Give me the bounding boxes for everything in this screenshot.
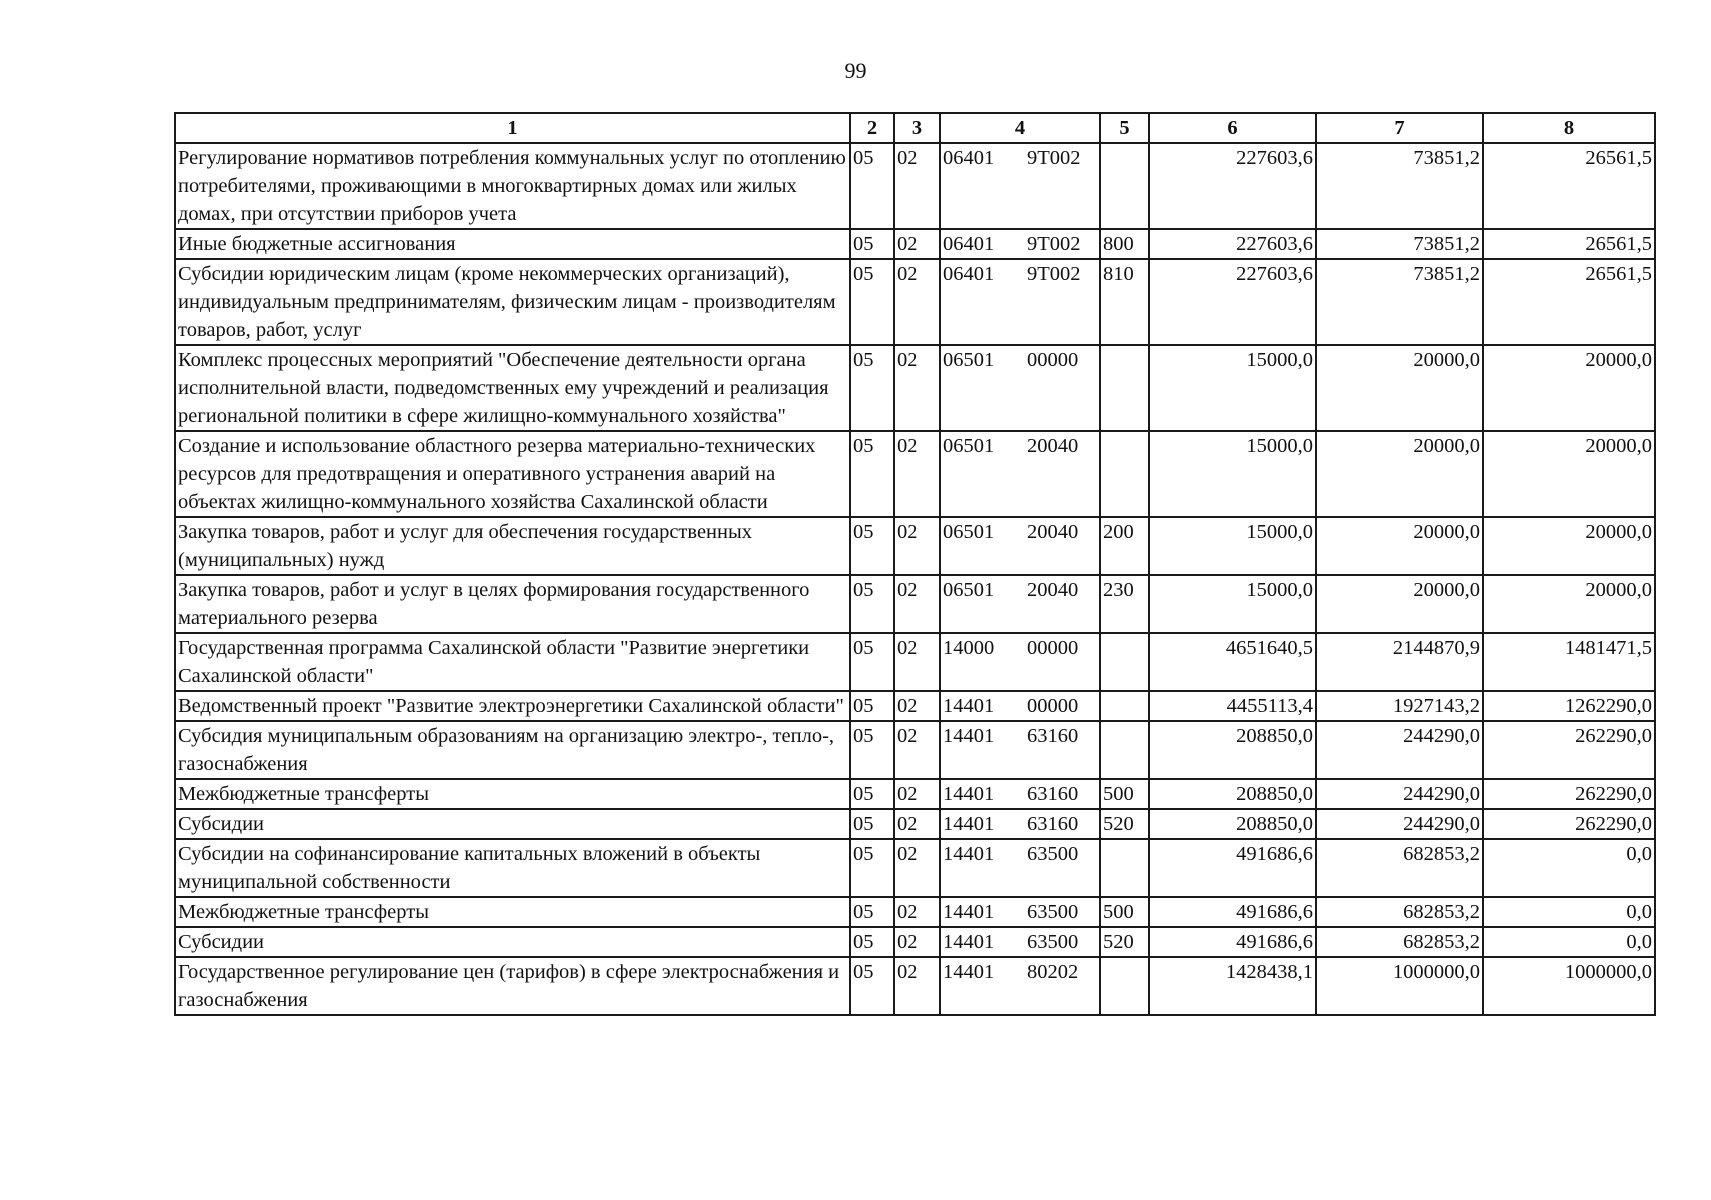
amount-col-6-cell: 4455113,4 bbox=[1149, 691, 1316, 721]
subsection-code-cell: 02 bbox=[894, 517, 940, 575]
amount-col-8-cell: 26561,5 bbox=[1483, 259, 1655, 345]
target-article-direction: 63160 bbox=[1027, 725, 1079, 747]
amount-col-6-cell: 491686,6 bbox=[1149, 897, 1316, 927]
amount-col-7-cell: 73851,2 bbox=[1316, 229, 1483, 259]
target-article-direction: 63500 bbox=[1027, 931, 1079, 953]
amount-col-7-cell: 244290,0 bbox=[1316, 779, 1483, 809]
expense-type-cell bbox=[1100, 431, 1149, 517]
amount-col-7-cell: 1000000,0 bbox=[1316, 957, 1483, 1015]
amount-col-6-cell: 227603,6 bbox=[1149, 229, 1316, 259]
amount-col-8-cell: 262290,0 bbox=[1483, 779, 1655, 809]
expense-type-cell: 800 bbox=[1100, 229, 1149, 259]
expense-type-cell: 520 bbox=[1100, 927, 1149, 957]
header-col-1: 1 bbox=[175, 113, 850, 143]
amount-col-8-cell: 0,0 bbox=[1483, 839, 1655, 897]
amount-col-8-cell: 0,0 bbox=[1483, 927, 1655, 957]
target-article-cell bbox=[940, 809, 1100, 839]
target-article-program: 14401 bbox=[943, 813, 995, 835]
amount-col-6-cell: 491686,6 bbox=[1149, 927, 1316, 957]
target-article-direction: 9Т002 bbox=[1027, 263, 1081, 285]
subsection-code-cell: 02 bbox=[894, 345, 940, 431]
section-code-cell: 05 bbox=[850, 721, 894, 779]
target-article-program: 14401 bbox=[943, 843, 995, 865]
section-code-cell: 05 bbox=[850, 691, 894, 721]
table-row bbox=[175, 633, 1655, 691]
target-article-direction: 00000 bbox=[1027, 695, 1079, 717]
expense-type-cell bbox=[1100, 721, 1149, 779]
target-article-cell bbox=[940, 229, 1100, 259]
expense-type-cell bbox=[1100, 957, 1149, 1015]
section-code-cell: 05 bbox=[850, 143, 894, 229]
amount-col-6-cell: 15000,0 bbox=[1149, 517, 1316, 575]
section-code-cell: 05 bbox=[850, 839, 894, 897]
table-row bbox=[175, 809, 1655, 839]
amount-col-7-cell: 20000,0 bbox=[1316, 345, 1483, 431]
table-row bbox=[175, 897, 1655, 927]
subsection-code-cell: 02 bbox=[894, 897, 940, 927]
target-article-program: 14401 bbox=[943, 725, 995, 747]
row-name-cell: Межбюджетные трансферты bbox=[175, 897, 850, 927]
target-article-program: 06501 bbox=[943, 349, 995, 371]
target-article-cell bbox=[940, 259, 1100, 345]
subsection-code-cell: 02 bbox=[894, 927, 940, 957]
table-row bbox=[175, 927, 1655, 957]
target-article-direction: 20040 bbox=[1027, 435, 1079, 457]
table-row bbox=[175, 259, 1655, 345]
expense-type-cell bbox=[1100, 143, 1149, 229]
subsection-code-cell: 02 bbox=[894, 633, 940, 691]
table-row bbox=[175, 957, 1655, 1015]
table-row bbox=[175, 345, 1655, 431]
target-article-direction: 20040 bbox=[1027, 579, 1079, 601]
subsection-code-cell: 02 bbox=[894, 575, 940, 633]
target-article-program: 06501 bbox=[943, 435, 995, 457]
target-article-cell bbox=[940, 839, 1100, 897]
amount-col-7-cell: 20000,0 bbox=[1316, 575, 1483, 633]
row-name-cell: Государственное регулирование цен (тарифов) в сфере электроснабжения и газоснабжения bbox=[175, 957, 850, 1015]
amount-col-8-cell: 20000,0 bbox=[1483, 575, 1655, 633]
target-article-cell bbox=[940, 345, 1100, 431]
amount-col-8-cell: 20000,0 bbox=[1483, 345, 1655, 431]
target-article-program: 14401 bbox=[943, 901, 995, 923]
target-article-direction: 63160 bbox=[1027, 813, 1079, 835]
target-article-program: 14401 bbox=[943, 783, 995, 805]
target-article-direction: 9Т002 bbox=[1027, 233, 1081, 255]
section-code-cell: 05 bbox=[850, 897, 894, 927]
row-name-cell: Ведомственный проект "Развитие электроэнергетики Сахалинской области" bbox=[175, 691, 850, 721]
amount-col-7-cell: 2144870,9 bbox=[1316, 633, 1483, 691]
amount-col-7-cell: 20000,0 bbox=[1316, 517, 1483, 575]
amount-col-6-cell: 208850,0 bbox=[1149, 809, 1316, 839]
row-name-cell: Государственная программа Сахалинской области "Развитие энергетики Сахалинской области" bbox=[175, 633, 850, 691]
target-article-cell bbox=[940, 927, 1100, 957]
expense-type-cell bbox=[1100, 691, 1149, 721]
target-article-direction: 80202 bbox=[1027, 961, 1079, 983]
subsection-code-cell: 02 bbox=[894, 431, 940, 517]
row-name-cell: Иные бюджетные ассигнования bbox=[175, 229, 850, 259]
section-code-cell: 05 bbox=[850, 809, 894, 839]
target-article-direction: 63500 bbox=[1027, 901, 1079, 923]
target-article-direction: 00000 bbox=[1027, 349, 1079, 371]
amount-col-6-cell: 1428438,1 bbox=[1149, 957, 1316, 1015]
target-article-program: 06401 bbox=[943, 147, 995, 169]
amount-col-8-cell: 262290,0 bbox=[1483, 809, 1655, 839]
subsection-code-cell: 02 bbox=[894, 809, 940, 839]
amount-col-6-cell: 491686,6 bbox=[1149, 839, 1316, 897]
amount-col-6-cell: 208850,0 bbox=[1149, 779, 1316, 809]
subsection-code-cell: 02 bbox=[894, 691, 940, 721]
expense-type-cell: 500 bbox=[1100, 897, 1149, 927]
subsection-code-cell: 02 bbox=[894, 721, 940, 779]
row-name-cell: Субсидия муниципальным образованиям на организацию электро-, тепло-, газоснабжения bbox=[175, 721, 850, 779]
section-code-cell: 05 bbox=[850, 779, 894, 809]
target-article-program: 06501 bbox=[943, 521, 995, 543]
amount-col-8-cell: 0,0 bbox=[1483, 897, 1655, 927]
table-row bbox=[175, 691, 1655, 721]
target-article-cell bbox=[940, 143, 1100, 229]
header-col-7: 7 bbox=[1316, 113, 1483, 143]
amount-col-6-cell: 15000,0 bbox=[1149, 575, 1316, 633]
row-name-cell: Субсидии юридическим лицам (кроме некоммерческих организаций), индивидуальным предпринимателям, физическим лицам - производителям товаров, работ, услуг bbox=[175, 259, 850, 345]
target-article-program: 14401 bbox=[943, 961, 995, 983]
expense-type-cell bbox=[1100, 839, 1149, 897]
target-article-direction: 63160 bbox=[1027, 783, 1079, 805]
header-col-4: 4 bbox=[940, 113, 1100, 143]
target-article-program: 14401 bbox=[943, 931, 995, 953]
target-article-cell bbox=[940, 897, 1100, 927]
target-article-program: 06401 bbox=[943, 263, 995, 285]
expense-type-cell bbox=[1100, 633, 1149, 691]
amount-col-8-cell: 1481471,5 bbox=[1483, 633, 1655, 691]
expense-type-cell: 520 bbox=[1100, 809, 1149, 839]
target-article-cell bbox=[940, 691, 1100, 721]
target-article-cell bbox=[940, 633, 1100, 691]
expense-type-cell: 230 bbox=[1100, 575, 1149, 633]
amount-col-7-cell: 244290,0 bbox=[1316, 809, 1483, 839]
section-code-cell: 05 bbox=[850, 633, 894, 691]
amount-col-6-cell: 4651640,5 bbox=[1149, 633, 1316, 691]
subsection-code-cell: 02 bbox=[894, 143, 940, 229]
target-article-program: 06401 bbox=[943, 233, 995, 255]
header-col-2: 2 bbox=[850, 113, 894, 143]
table-row bbox=[175, 143, 1655, 229]
target-article-direction: 00000 bbox=[1027, 637, 1079, 659]
subsection-code-cell: 02 bbox=[894, 259, 940, 345]
subsection-code-cell: 02 bbox=[894, 957, 940, 1015]
amount-col-7-cell: 682853,2 bbox=[1316, 897, 1483, 927]
target-article-direction: 9Т002 bbox=[1027, 147, 1081, 169]
target-article-direction: 20040 bbox=[1027, 521, 1079, 543]
table-row bbox=[175, 839, 1655, 897]
header-col-5: 5 bbox=[1100, 113, 1149, 143]
target-article-program: 14401 bbox=[943, 695, 995, 717]
amount-col-7-cell: 73851,2 bbox=[1316, 259, 1483, 345]
amount-col-7-cell: 20000,0 bbox=[1316, 431, 1483, 517]
table-row bbox=[175, 721, 1655, 779]
target-article-cell bbox=[940, 517, 1100, 575]
amount-col-6-cell: 227603,6 bbox=[1149, 143, 1316, 229]
amount-col-8-cell: 262290,0 bbox=[1483, 721, 1655, 779]
row-name-cell: Субсидии на софинансирование капитальных вложений в объекты муниципальной собственности bbox=[175, 839, 850, 897]
section-code-cell: 05 bbox=[850, 259, 894, 345]
table-row bbox=[175, 779, 1655, 809]
row-name-cell: Закупка товаров, работ и услуг в целях формирования государственного материального резерва bbox=[175, 575, 850, 633]
target-article-cell bbox=[940, 575, 1100, 633]
amount-col-6-cell: 15000,0 bbox=[1149, 345, 1316, 431]
subsection-code-cell: 02 bbox=[894, 229, 940, 259]
amount-col-8-cell: 26561,5 bbox=[1483, 143, 1655, 229]
expense-type-cell: 500 bbox=[1100, 779, 1149, 809]
section-code-cell: 05 bbox=[850, 927, 894, 957]
section-code-cell: 05 bbox=[850, 957, 894, 1015]
target-article-program: 06501 bbox=[943, 579, 995, 601]
amount-col-8-cell: 20000,0 bbox=[1483, 517, 1655, 575]
table-body bbox=[175, 143, 1655, 1015]
target-article-cell bbox=[940, 721, 1100, 779]
section-code-cell: 05 bbox=[850, 575, 894, 633]
amount-col-6-cell: 208850,0 bbox=[1149, 721, 1316, 779]
expense-type-cell: 810 bbox=[1100, 259, 1149, 345]
amount-col-6-cell: 227603,6 bbox=[1149, 259, 1316, 345]
amount-col-6-cell: 15000,0 bbox=[1149, 431, 1316, 517]
amount-col-7-cell: 682853,2 bbox=[1316, 839, 1483, 897]
page-number: 99 bbox=[844, 58, 867, 83]
amount-col-7-cell: 244290,0 bbox=[1316, 721, 1483, 779]
target-article-cell bbox=[940, 957, 1100, 1015]
amount-col-8-cell: 1000000,0 bbox=[1483, 957, 1655, 1015]
row-name-cell: Комплекс процессных мероприятий "Обеспечение деятельности органа исполнительной власти, подведомственных ему учреждений и реализация региональной политики в сфере жилищно-коммунального хозяйства" bbox=[175, 345, 850, 431]
header-row bbox=[175, 113, 1655, 143]
section-code-cell: 05 bbox=[850, 345, 894, 431]
row-name-cell: Закупка товаров, работ и услуг для обеспечения государственных (муниципальных) нужд bbox=[175, 517, 850, 575]
amount-col-7-cell: 682853,2 bbox=[1316, 927, 1483, 957]
row-name-cell: Создание и использование областного резерва материально-технических ресурсов для предотвращения и оперативного устранения аварий на объектах жилищно-коммунального хозяйства Сахалинской области bbox=[175, 431, 850, 517]
table-row bbox=[175, 575, 1655, 633]
target-article-cell bbox=[940, 431, 1100, 517]
section-code-cell: 05 bbox=[850, 517, 894, 575]
row-name-cell: Субсидии bbox=[175, 927, 850, 957]
amount-col-7-cell: 1927143,2 bbox=[1316, 691, 1483, 721]
amount-col-8-cell: 1262290,0 bbox=[1483, 691, 1655, 721]
expense-type-cell bbox=[1100, 345, 1149, 431]
table-row bbox=[175, 517, 1655, 575]
header-col-6: 6 bbox=[1149, 113, 1316, 143]
table-row bbox=[175, 431, 1655, 517]
subsection-code-cell: 02 bbox=[894, 779, 940, 809]
section-code-cell: 05 bbox=[850, 431, 894, 517]
header-col-3: 3 bbox=[894, 113, 940, 143]
target-article-cell bbox=[940, 779, 1100, 809]
row-name-cell: Межбюджетные трансферты bbox=[175, 779, 850, 809]
amount-col-7-cell: 73851,2 bbox=[1316, 143, 1483, 229]
amount-col-8-cell: 20000,0 bbox=[1483, 431, 1655, 517]
target-article-direction: 63500 bbox=[1027, 843, 1079, 865]
expense-type-cell: 200 bbox=[1100, 517, 1149, 575]
section-code-cell: 05 bbox=[850, 229, 894, 259]
amount-col-8-cell: 26561,5 bbox=[1483, 229, 1655, 259]
budget-table bbox=[174, 112, 1656, 1016]
row-name-cell: Субсидии bbox=[175, 809, 850, 839]
subsection-code-cell: 02 bbox=[894, 839, 940, 897]
header-col-8: 8 bbox=[1483, 113, 1655, 143]
target-article-program: 14000 bbox=[943, 637, 995, 659]
row-name-cell: Регулирование нормативов потребления коммунальных услуг по отоплению потребителями, проживающими в многоквартирных домах или жилых домах, при отсутствии приборов учета bbox=[175, 143, 850, 229]
table-row bbox=[175, 229, 1655, 259]
